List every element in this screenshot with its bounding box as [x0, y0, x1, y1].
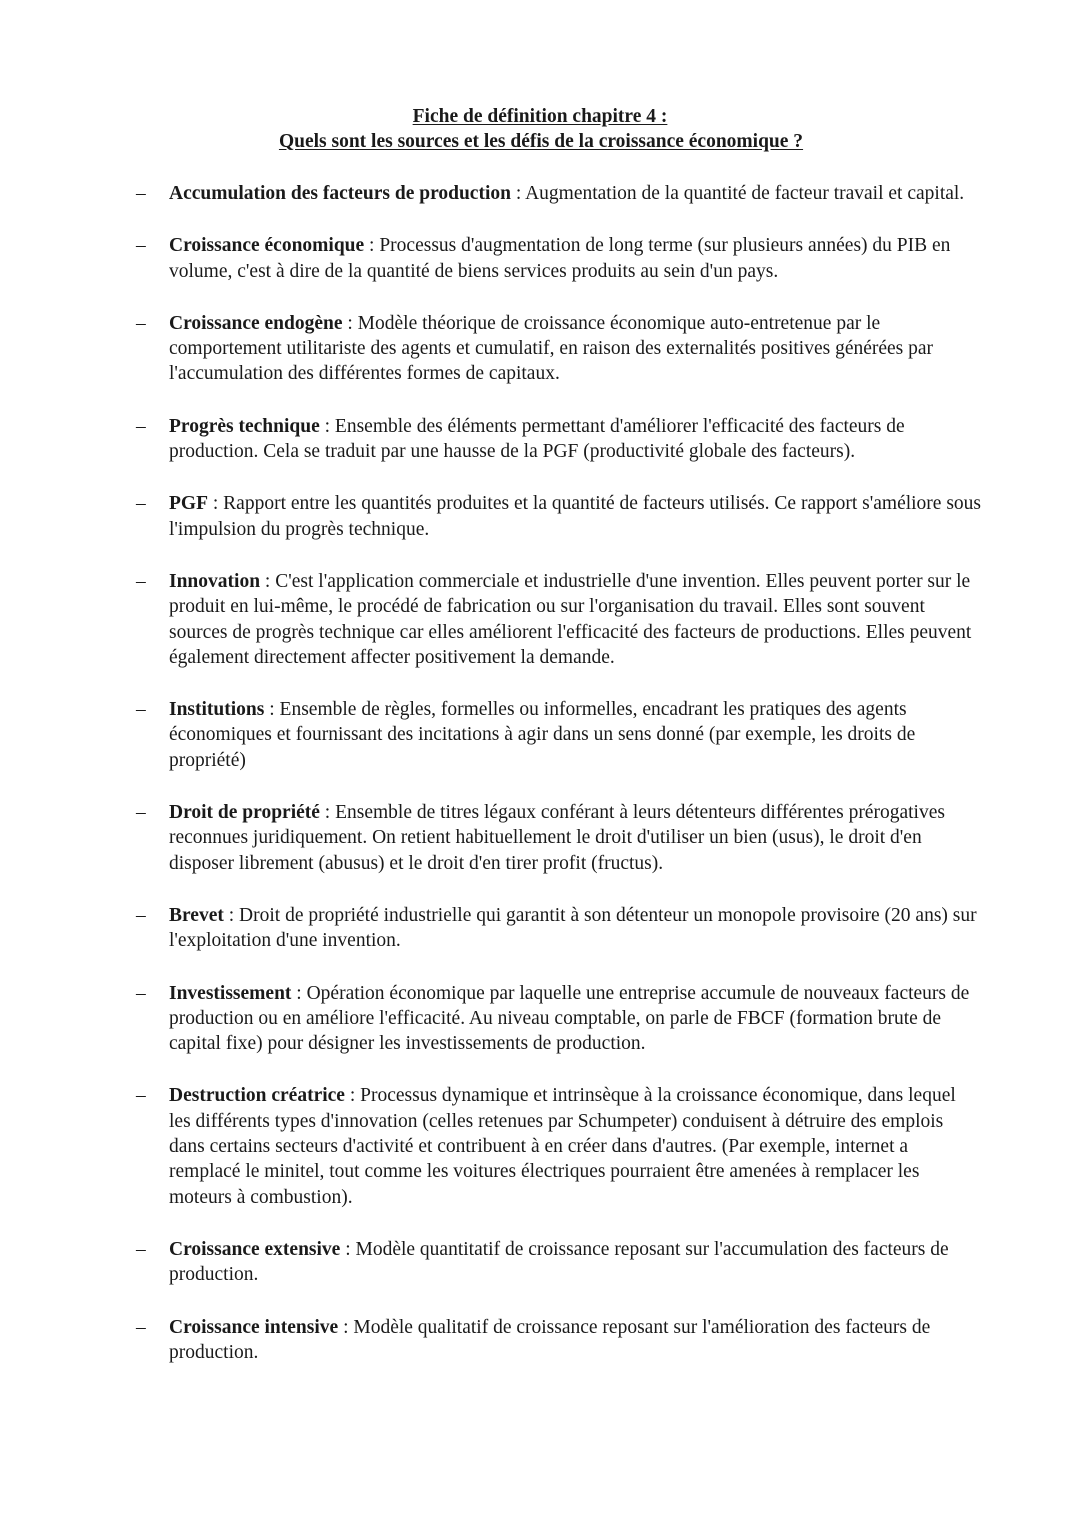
definition-item	[0, 1315, 1080, 1366]
definition-item	[0, 981, 1080, 1057]
definition-term: Innovation	[169, 570, 261, 592]
definition-text	[169, 697, 981, 773]
bullet-dash: –	[136, 699, 146, 721]
bullet-dash: –	[136, 570, 146, 592]
page-title	[0, 104, 1080, 154]
definition-text	[169, 491, 981, 542]
definition-item	[0, 233, 1080, 284]
title-chapter: Fiche de définition chapitre 4 :	[412, 106, 668, 127]
definition-body: : Ensemble de règles, formelles ou informelles, encadrant les pratiques des agents économiques et fournissant des incitations à agir dans un sens donné (par exemple, les droits de propriété)	[169, 699, 916, 771]
definition-body: : Ensemble des éléments permettant d'améliorer l'efficacité des facteurs de production. Cela se traduit par une hausse de la PGF (productivité globale des facteurs).	[169, 415, 905, 463]
definition-text	[169, 181, 981, 206]
definition-item	[0, 903, 1080, 954]
definition-term: Croissance économique	[169, 235, 365, 257]
definition-term: Croissance endogène	[169, 312, 343, 334]
definition-item	[0, 181, 1080, 206]
definition-term: Destruction créatrice	[169, 1085, 345, 1107]
definition-text	[169, 1237, 981, 1288]
bullet-dash: –	[136, 1316, 146, 1338]
definition-body: : Modèle théorique de croissance économique auto-entretenue par le comportement utilitariste des agents et cumulatif, en raison des externalités positives générées par l'accumulation des différentes formes de capitaux.	[169, 312, 934, 385]
bullet-dash: –	[136, 982, 146, 1004]
bullet-dash: –	[136, 183, 146, 204]
definition-body: : Processus dynamique et intrinsèque à la croissance économique, dans lequel les différents types d'innovation (celles retenues par Schumpeter) conduisent à détruire des emplois dans certains secteurs d'activité et contribuent à en créer dans d'autres. (Par exemple, internet a remplacé le minitel, tout comme les voitures électriques pourraient être amenées à remplacer les moteurs à combustion).	[169, 1085, 956, 1208]
definition-term: Accumulation des facteurs de production	[169, 183, 511, 204]
bullet-dash: –	[136, 1085, 146, 1107]
definition-body: : C'est l'application commerciale et industrielle d'une invention. Elles peuvent porter sur le produit en lui-même, le procédé de fabrication ou sur l'organisation du travail. Elles sont souvent sources de progrès technique car elles améliorent l'efficacité des facteurs de productions. Elles peuvent également directement affecter positivement la demande.	[169, 570, 972, 668]
definition-item	[0, 414, 1080, 465]
definition-text	[169, 233, 981, 284]
definition-term: Progrès technique	[169, 415, 320, 437]
definition-body: : Rapport entre les quantités produites et la quantité de facteurs utilisés. Ce rapport s'améliore sous l'impulsion du progrès technique.	[169, 493, 982, 540]
definition-body: : Modèle qualitatif de croissance reposant sur l'amélioration des facteurs de production.	[169, 1316, 931, 1363]
bullet-dash: –	[136, 802, 146, 824]
definition-body: : Modèle quantitatif de croissance reposant sur l'accumulation des facteurs de production.	[169, 1238, 949, 1286]
definition-item	[0, 569, 1080, 670]
definition-term: Droit de propriété	[169, 802, 320, 824]
definition-body: : Droit de propriété industrielle qui garantit à son détenteur un monopole provisoire (20 ans) sur l'exploitation d'une invention.	[169, 904, 977, 952]
definition-term: Institutions	[169, 699, 265, 721]
definition-body: : Augmentation de la quantité de facteur travail et capital.	[510, 183, 965, 204]
definition-text	[169, 1083, 981, 1209]
bullet-dash: –	[136, 415, 146, 437]
definition-text	[169, 569, 981, 670]
title-question: Quels sont les sources et les défis de la croissance économique ?	[278, 131, 804, 152]
definition-item	[0, 491, 1080, 542]
definition-item	[0, 800, 1080, 876]
definition-term: Investissement	[169, 982, 292, 1004]
definition-list	[0, 181, 1080, 1392]
bullet-dash: –	[136, 904, 146, 926]
definition-item	[0, 311, 1080, 387]
definition-term: Croissance intensive	[169, 1316, 339, 1338]
definition-body: : Ensemble de titres légaux conférant à leurs détenteurs différentes prérogatives reconnues juridiquement. On retient habituellement le droit d'utiliser un bien (usus), le droit d'en disposer librement (abusus) et le droit d'en tirer profit (fructus).	[169, 802, 945, 874]
definition-item	[0, 1237, 1080, 1288]
definition-term: Brevet	[169, 904, 224, 926]
bullet-dash: –	[136, 1238, 146, 1260]
definition-text	[169, 981, 981, 1057]
definition-text	[169, 800, 981, 876]
definition-text	[169, 903, 981, 954]
bullet-dash: –	[136, 493, 146, 515]
bullet-dash: –	[136, 312, 146, 334]
definition-body: : Opération économique par laquelle une entreprise accumule de nouveaux facteurs de production ou en améliore l'efficacité. Au niveau comptable, on parle de FBCF (formation brute de capital fixe) pour désigner les investissements de production.	[169, 982, 970, 1055]
definition-text	[169, 311, 981, 387]
bullet-dash: –	[136, 235, 146, 257]
definition-term: Croissance extensive	[169, 1238, 341, 1260]
definition-term: PGF	[169, 493, 208, 515]
definition-item	[0, 697, 1080, 773]
definition-body: : Processus d'augmentation de long terme (sur plusieurs années) du PIB en volume, c'est à dire de la quantité de biens services produits au sein d'un pays.	[169, 235, 951, 282]
definition-text	[169, 1315, 981, 1366]
definition-item	[0, 1083, 1080, 1209]
definition-text	[169, 414, 981, 465]
